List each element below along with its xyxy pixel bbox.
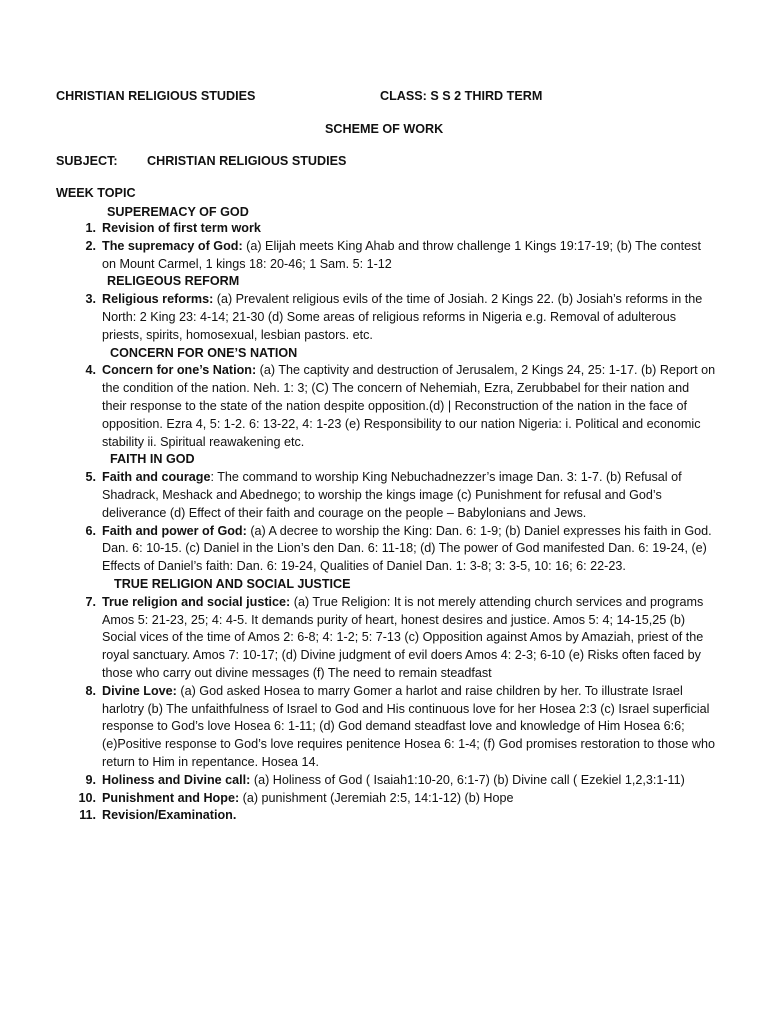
class-label: CLASS: S S 2 THIRD TERM <box>380 89 543 103</box>
list-item <box>56 291 716 344</box>
item-label: Religious reforms: <box>102 292 214 307</box>
list-item <box>56 523 716 576</box>
section-heading: CONCERN FOR ONE’S NATION <box>110 345 298 360</box>
item-label: Revision/Examination. <box>102 808 237 823</box>
item-label: Revision of first term work <box>102 221 261 235</box>
item-text: (a) Elijah meets King Ahab and throw challenge 1 Kings 19:17-19; (b) The contest on Mount Carmel, 1 kings 18: 20-46; 1 Sam. 5: 1-12 <box>102 238 701 271</box>
section-heading: TRUE RELIGION AND SOCIAL JUSTICE <box>114 576 351 591</box>
item-number: 10. <box>78 790 96 805</box>
list-item <box>56 594 716 683</box>
item-text: (a) God asked Hosea to marry Gomer a harlot and raise children by her. To illustrate Israel harlotry (b) The unfaithfulness of Israel to God and His continuous love for her Hosea 2:3 (c) Israel superficial response to God’s love Hosea 6: 1-11; (d) God demand steadfast love and knowledge of Him Hosea 6:6; (e)Positive response to God’s love requires penitence Hosea 6: 1-4; (f) God promises restoration to those who return to Him in repentance. Hosea 14. <box>102 683 715 769</box>
item-label: Concern for one’s Nation: <box>102 363 257 378</box>
item-label: Faith and power of God: <box>102 523 247 538</box>
item-number: 4. <box>85 363 96 378</box>
item-label: True religion and social justice: <box>102 594 291 609</box>
subject-value: CHRISTIAN RELIGIOUS STUDIES <box>147 154 347 168</box>
document-subject-heading: CHRISTIAN RELIGIOUS STUDIES <box>56 89 256 103</box>
item-label: The supremacy of God: <box>102 238 243 253</box>
item-label: Holiness and Divine call: <box>102 772 251 787</box>
item-number: 7. <box>85 594 96 609</box>
item-text: (a) punishment (Jeremiah 2:5, 14:1-12) (b) Hope <box>239 790 514 805</box>
item-number: 1. <box>85 221 96 235</box>
item-label: Faith and courage <box>102 470 211 485</box>
item-number: 6. <box>85 523 96 538</box>
item-number: 3. <box>85 292 96 307</box>
item-number: 11. <box>79 808 96 823</box>
section-heading: FAITH IN GOD <box>110 452 195 467</box>
item-number: 9. <box>85 772 96 787</box>
list-item <box>56 469 716 522</box>
item-text: : The command to worship King Nebuchadnezzer’s image Dan. 3: 1-7. (b) Refusal of Shadrack, Meshack and Abednego; to worship the kings image (c) Punishment for refusal and God’s deliverance (d) Effect of their faith and courage on the people – Babylonians and Jews. <box>102 470 682 520</box>
subject-label: SUBJECT: <box>56 154 118 168</box>
item-number: 5. <box>85 470 96 485</box>
scheme-title: SCHEME OF WORK <box>325 122 444 136</box>
list-item <box>56 790 716 808</box>
section-heading: SUPEREMACY OF GOD <box>107 205 249 219</box>
item-text: (a) Prevalent religious evils of the time of Josiah. 2 Kings 22. (b) Josiah’s reforms in the North: 2 King 23: 4-14; 21-30 (d) Some areas of religious reforms in Nigeria e.g. Removal of adulterous priests, spirits, homosexual, lesbian pastors. etc. <box>102 292 703 342</box>
item-text: (a) Holiness of God ( Isaiah1:10-20, 6:1-7) (b) Divine call ( Ezekiel 1,2,3:1-11) <box>250 772 685 787</box>
list-item <box>56 772 716 790</box>
week-topic-heading: WEEK TOPIC <box>56 186 136 200</box>
list-item <box>56 807 716 825</box>
item-text: (a) A decree to worship the King: Dan. 6: 1-9; (b) Daniel expresses his faith in God. Dan. 6: 10-15. (c) Daniel in the Lion’s den Dan. 6: 11-18; (d) The power of God manifested Dan. 6: 19-24, (e) Effects of Daniel’s faith: Dan. 6: 19-24, Qualities of Daniel Dan. 1: 3-8; 3: 3-5, 10: 16; 6: 22-23. <box>102 523 712 574</box>
section-heading: RELIGEOUS REFORM <box>107 274 240 289</box>
item-number: 8. <box>85 683 96 698</box>
item-text: (a) The captivity and destruction of Jerusalem, 2 Kings 24, 25: 1-17. (b) Report on the condition of the nation. Neh. 1: 3; (C) The concern of Nehemiah, Ezra, Zerubbabel for their nation and their response to the state of the nation despite opposition.(d) | Reconstruction of the nation in the face of opposition. Ezra 4, 5: 1-2. 6: 13-22, 4: 1-23 (e) Responsibility to our nation Nigeria: i. Political and economic stability ii. Spiritual reawakening etc. <box>102 363 716 449</box>
topic-list <box>56 220 716 825</box>
item-number: 2. <box>85 238 96 253</box>
list-item <box>56 238 716 274</box>
item-label: Punishment and Hope: <box>102 790 240 805</box>
list-item <box>56 362 716 451</box>
list-item <box>56 220 716 238</box>
item-label: Divine Love: <box>102 683 177 698</box>
item-text: (a) True Religion: It is not merely attending church services and programs Amos 5: 21-23, 25; 4: 4-5. It demands purity of heart, honest desires and justice. Amos 5: 4; 14-15,25 (b) Social vices of the time of Amos 2: 6-8; 4: 1-2; 5: 7-13 (c) Opposition against Amos by Amaziah, priest of the royal sanctuary. Amos 7: 10-17; (d) Divine judgment of evil doers Amos 4: 2-3; 6-10 (e) Risks often faced by those who carry out divine messages (f) The need to remain steadfast <box>102 594 704 680</box>
list-item <box>56 683 716 772</box>
